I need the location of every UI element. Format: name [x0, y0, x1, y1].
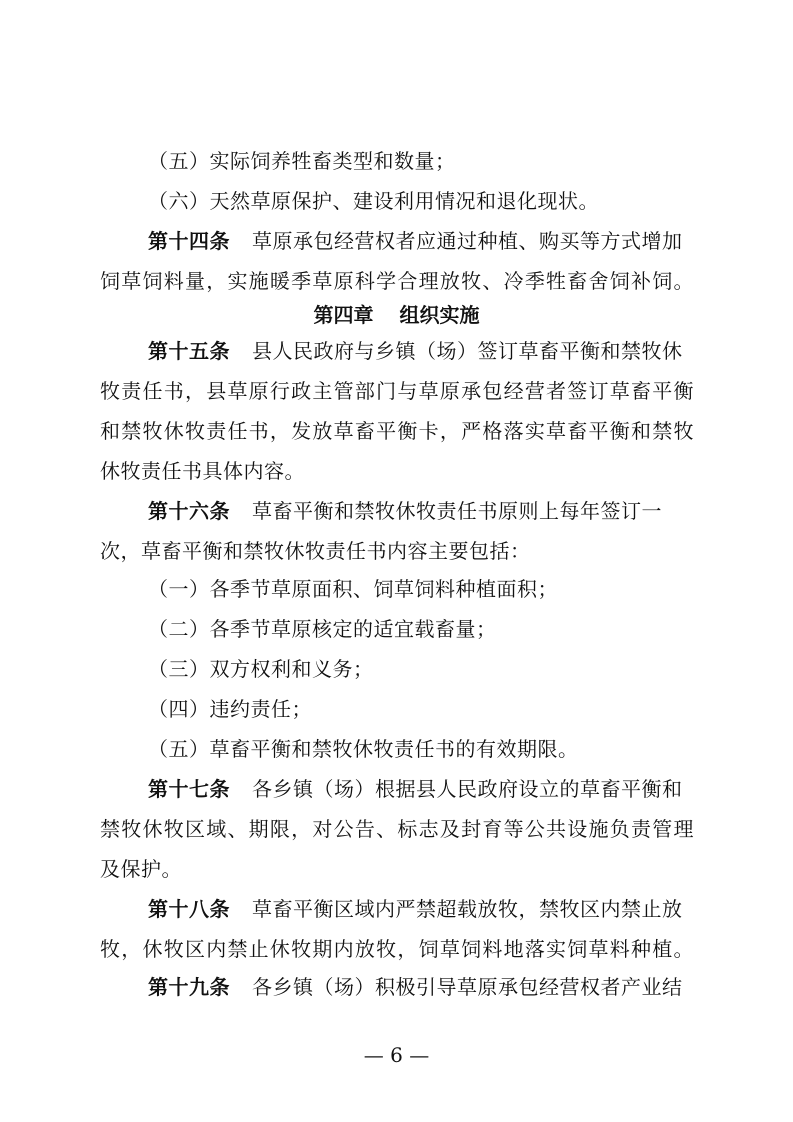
list-item: （五）草畜平衡和禁牧休牧责任书的有效期限。	[148, 737, 579, 761]
article-15-first-line	[148, 336, 694, 366]
article-text: 草畜平衡区域内严禁超载放牧，禁牧区内禁止放	[252, 897, 683, 921]
article-label: 第十四条	[148, 229, 230, 253]
article-18-first-line	[148, 894, 694, 924]
list-item: （二）各季节草原核定的适宜载畜量；	[148, 617, 497, 641]
paragraph-line: 牧责任书，县草原行政主管部门与草原承包经营者签订草畜平衡	[100, 379, 694, 403]
list-item: （五）实际饲养牲畜类型和数量；	[148, 149, 456, 173]
paragraph-line: 休牧责任书具体内容。	[100, 459, 305, 483]
article-text: 县人民政府与乡镇（场）签订草畜平衡和禁牧休	[252, 339, 683, 363]
article-text: 草原承包经营权者应通过种植、购买等方式增加	[252, 229, 683, 253]
list-item: （三）双方权利和义务；	[148, 657, 374, 681]
paragraph-line: 禁牧休牧区域、期限，对公告、标志及封育等公共设施负责管理	[100, 817, 694, 841]
paragraph-line: 牧，休牧区内禁止休牧期内放牧，饲草饲料地落实饲草料种植。	[100, 937, 694, 961]
paragraph-line: 次，草畜平衡和禁牧休牧责任书内容主要包括：	[100, 539, 531, 563]
article-16-first-line	[148, 496, 694, 526]
article-label: 第十九条	[148, 975, 230, 999]
list-item: （四）违约责任；	[148, 697, 312, 721]
page-number: — 6 —	[363, 1043, 430, 1067]
chapter-number: 第四章	[313, 303, 374, 327]
paragraph-line: 饲草饲料量，实施暖季草原科学合理放牧、冷季牲畜舍饲补饲。	[100, 269, 694, 293]
list-item: （六）天然草原保护、建设利用情况和退化现状。	[148, 189, 599, 213]
article-text: 各乡镇（场）积极引导草原承包经营权者产业结	[252, 975, 683, 999]
list-item: （一）各季节草原面积、饲草饲料种植面积；	[148, 577, 558, 601]
article-text: 各乡镇（场）根据县人民政府设立的草畜平衡和	[252, 777, 683, 801]
article-label: 第十五条	[148, 339, 230, 363]
paragraph-line: 和禁牧休牧责任书，发放草畜平衡卡，严格落实草畜平衡和禁牧	[100, 419, 694, 443]
article-text: 草畜平衡和禁牧休牧责任书原则上每年签订一	[252, 499, 662, 523]
article-14-first-line	[148, 226, 694, 256]
article-17-first-line	[148, 774, 694, 804]
article-label: 第十七条	[148, 777, 230, 801]
article-label: 第十六条	[148, 499, 230, 523]
chapter-title: 组织实施	[399, 303, 480, 327]
paragraph-line: 及保护。	[100, 857, 182, 881]
chapter-heading	[0, 300, 793, 330]
article-19-first-line	[148, 972, 694, 1002]
article-label: 第十八条	[148, 897, 230, 921]
